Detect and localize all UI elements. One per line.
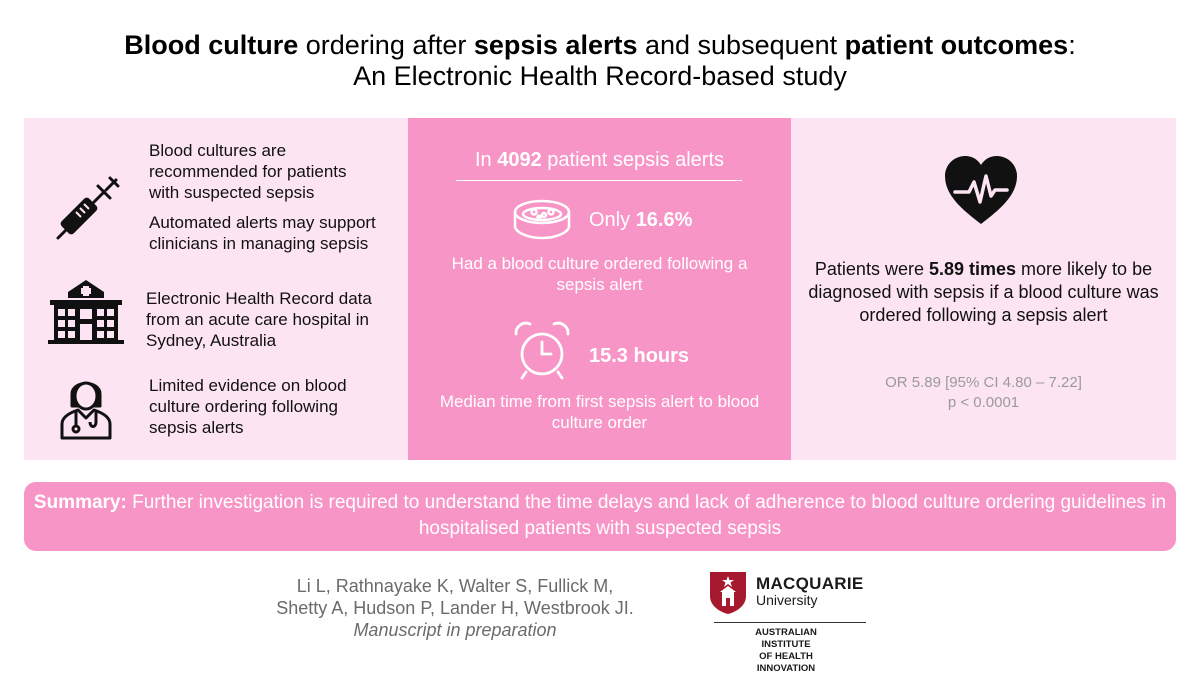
title-bold-sepsis-alerts: sepsis alerts: [473, 30, 638, 60]
title-bold-blood-culture: Blood culture: [124, 30, 299, 60]
alarm-clock-icon: [512, 320, 572, 382]
university-crest-icon: [708, 570, 748, 614]
macquarie-logo: [706, 570, 906, 674]
background-text-1: Blood cultures are recommended for patients with suspected sepsis: [149, 141, 347, 202]
doctor-icon: [58, 372, 114, 440]
outcomes-panel: [791, 118, 1176, 460]
heartbeat-icon: [943, 156, 1019, 226]
background-text-2: Automated alerts may support clinicians in managing sepsis: [149, 213, 376, 253]
results-panel: [408, 118, 791, 460]
background-text-4: Limited evidence on blood culture ordering following sepsis alerts: [149, 376, 347, 437]
title-line-1: [0, 30, 1200, 61]
summary-box: [24, 482, 1176, 551]
blood-culture-text: Had a blood culture ordered following a sepsis alert: [451, 254, 748, 294]
authors-line-2: Shetty A, Hudson P, Lander H, Westbrook JI.: [276, 598, 634, 618]
title-text: ordering after: [298, 30, 474, 60]
outcome-text: Patients were 5.89 times more likely to be diagnosed with sepsis if a blood culture was ordered following a sepsis alert: [808, 259, 1159, 325]
page-title: [0, 30, 1200, 92]
syringe-icon: [54, 176, 120, 242]
summary-text: Further investigation is required to understand the time delays and lack of adherence to blood culture ordering guidelines in hospitalised patients with suspected sepsis: [126, 492, 1167, 539]
title-text: and subsequent: [637, 30, 845, 60]
statistics: [791, 373, 1176, 413]
background-panel: [24, 118, 408, 460]
institute-name: AUSTRALIAN INSTITUTE OF HEALTH INNOVATION: [755, 627, 817, 674]
summary-label: Summary:: [33, 492, 127, 513]
blood-culture-percent: 16.6%: [635, 209, 693, 231]
median-time-value: 15.3 hours: [589, 345, 690, 367]
logo-university: University: [756, 592, 818, 608]
blood-culture-stat: Only 16.6%: [589, 209, 693, 231]
median-time-stat: [589, 344, 689, 368]
petri-dish-icon: [512, 198, 572, 242]
logo-divider: [714, 622, 866, 623]
authors-line-1: Li L, Rathnayake K, Walter S, Fullick M,: [296, 576, 614, 596]
title-line-2: An Electronic Health Record-based study: [353, 61, 847, 91]
alerts-heading: In 4092 patient sepsis alerts: [474, 149, 725, 171]
background-text-3: Electronic Health Record data from an acute care hospital in Sydney, Australia: [146, 289, 372, 350]
hospital-icon: [48, 280, 124, 344]
divider: [456, 180, 742, 181]
title-bold-patient-outcomes: patient outcomes: [844, 30, 1069, 60]
median-time-text: Median time from first sepsis alert to blood culture order: [439, 392, 760, 432]
publication-note: Manuscript in preparation: [353, 620, 557, 640]
logo-name: MACQUARIE: [756, 574, 864, 593]
authors: [220, 575, 690, 641]
odds-ratio: OR 5.89 [95% CI 4.80 – 7.22]: [885, 374, 1082, 391]
alerts-count: 4092: [497, 149, 542, 171]
title-text: :: [1068, 30, 1076, 60]
odds-times: 5.89 times: [928, 259, 1017, 279]
p-value: p < 0.0001: [947, 394, 1020, 411]
